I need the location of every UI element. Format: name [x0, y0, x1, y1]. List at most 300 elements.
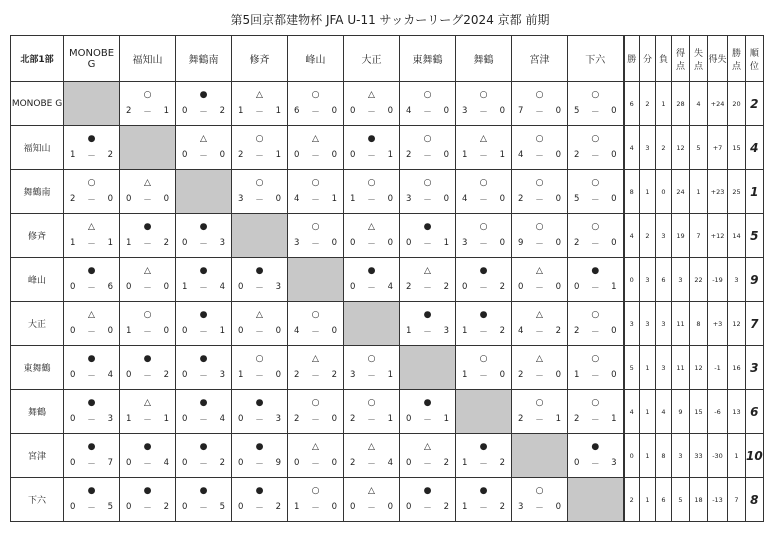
goals-against: 1 — [611, 282, 617, 292]
column-header-team: 舞鶴南 — [176, 36, 232, 82]
result-mark: ○ — [479, 354, 488, 364]
goals-for: 1 — [462, 150, 468, 160]
result-cell — [64, 346, 120, 390]
column-header-team: 峰山 — [288, 36, 344, 82]
score-dash: － — [311, 372, 320, 382]
goals-for: 3 — [518, 502, 524, 512]
column-header-stat: 分 — [640, 36, 656, 82]
result-mark: ○ — [591, 310, 600, 320]
score-dash: － — [367, 196, 376, 206]
result-cell — [400, 214, 456, 258]
result-cell — [64, 126, 120, 170]
goals-for: 0 — [70, 370, 76, 380]
goals-against: 0 — [611, 326, 617, 336]
stat-cell: 13 — [728, 390, 746, 434]
result-mark: ● — [143, 222, 152, 232]
stat-cell: 2 — [640, 214, 656, 258]
row-team-name: 宮津 — [11, 434, 64, 478]
goals-for: 0 — [238, 458, 244, 468]
stat-cell: 7 — [690, 214, 708, 258]
stat-cell: 3 — [640, 126, 656, 170]
score — [182, 502, 225, 514]
goals-for: 0 — [350, 106, 356, 116]
result-mark: △ — [144, 178, 151, 188]
stat-cell: 8 — [656, 434, 672, 478]
result-cell — [176, 390, 232, 434]
score-dash: － — [87, 416, 96, 426]
stat-cell: 14 — [728, 214, 746, 258]
result-cell — [120, 82, 176, 126]
goals-against: 0 — [499, 106, 505, 116]
result-mark: ● — [199, 90, 208, 100]
result-mark: ○ — [311, 486, 320, 496]
goals-against: 0 — [555, 502, 561, 512]
goals-for: 5 — [574, 194, 580, 204]
column-header-team: 福知山 — [120, 36, 176, 82]
result-mark: △ — [368, 442, 375, 452]
result-mark: ○ — [591, 222, 600, 232]
goals-against: 2 — [331, 370, 337, 380]
table-row — [11, 214, 764, 258]
result-cell — [568, 258, 624, 302]
result-cell — [512, 302, 568, 346]
score-dash: － — [590, 196, 600, 206]
rank-cell: 8 — [746, 478, 764, 522]
goals-for: 2 — [518, 414, 524, 424]
goals-against: 1 — [331, 194, 337, 204]
goals-against: 1 — [443, 414, 449, 424]
stat-cell: 15 — [728, 126, 746, 170]
result-mark: ● — [87, 486, 96, 496]
goals-against: 2 — [107, 150, 113, 160]
rank-cell: 10 — [746, 434, 764, 478]
result-cell — [288, 346, 344, 390]
score — [462, 282, 505, 294]
score — [238, 326, 281, 338]
goals-against: 5 — [107, 502, 113, 512]
score-dash: － — [311, 416, 320, 426]
goals-against: 1 — [163, 414, 169, 424]
rank-cell: 7 — [746, 302, 764, 346]
goals-for: 0 — [406, 238, 412, 248]
result-cell — [64, 302, 120, 346]
score-dash: － — [311, 108, 320, 118]
result-cell — [568, 82, 624, 126]
stat-cell: 4 — [624, 390, 640, 434]
score — [406, 150, 449, 162]
goals-for: 4 — [518, 326, 524, 336]
score-dash: － — [199, 152, 208, 162]
result-cell — [176, 302, 232, 346]
stat-cell: 5 — [624, 346, 640, 390]
goals-for: 2 — [350, 414, 356, 424]
stat-cell: 12 — [728, 302, 746, 346]
stat-cell: 12 — [690, 346, 708, 390]
goals-against: 4 — [107, 370, 113, 380]
rank-cell: 6 — [746, 390, 764, 434]
result-mark: ○ — [367, 178, 376, 188]
goals-for: 0 — [518, 282, 524, 292]
result-cell — [456, 346, 512, 390]
result-mark: ● — [479, 266, 488, 276]
result-cell — [120, 346, 176, 390]
score — [294, 106, 337, 118]
result-cell — [456, 258, 512, 302]
column-header-team: 宮津 — [512, 36, 568, 82]
rank-cell: 4 — [746, 126, 764, 170]
result-cell — [344, 434, 400, 478]
stat-cell: -13 — [708, 478, 728, 522]
result-cell — [512, 390, 568, 434]
table-row — [11, 478, 764, 522]
result-cell — [512, 170, 568, 214]
goals-against: 2 — [163, 502, 169, 512]
score — [574, 282, 617, 294]
goals-against: 2 — [499, 502, 505, 512]
stat-cell: 25 — [728, 170, 746, 214]
score-dash: － — [87, 152, 96, 162]
stat-cell: -1 — [708, 346, 728, 390]
rank-cell: 5 — [746, 214, 764, 258]
score — [70, 326, 113, 338]
score — [126, 282, 169, 294]
result-mark: ○ — [591, 398, 600, 408]
page-title: 第5回京都建物杯 JFA U-11 サッカーリーグ2024 京都 前期 — [230, 13, 550, 27]
result-mark: △ — [424, 266, 431, 276]
stat-cell: 15 — [690, 390, 708, 434]
score-dash: － — [479, 284, 488, 294]
goals-for: 9 — [518, 238, 524, 248]
column-header-stat: 順位 — [746, 36, 764, 82]
result-cell — [400, 302, 456, 346]
result-cell — [64, 434, 120, 478]
score-dash: － — [367, 460, 376, 470]
result-cell — [344, 478, 400, 522]
result-cell — [456, 214, 512, 258]
result-mark: ● — [479, 310, 488, 320]
result-mark: ● — [87, 354, 96, 364]
goals-against: 2 — [275, 502, 281, 512]
score-dash: － — [87, 240, 96, 250]
result-mark: △ — [424, 442, 431, 452]
score-dash: － — [479, 372, 488, 382]
stat-cell: 1 — [728, 434, 746, 478]
goals-against: 1 — [387, 150, 393, 160]
score — [294, 150, 337, 162]
goals-against: 0 — [387, 502, 393, 512]
result-cell — [232, 170, 288, 214]
result-mark: ○ — [535, 134, 544, 144]
score — [350, 238, 393, 250]
result-mark: ● — [255, 442, 264, 452]
score — [406, 326, 449, 338]
stat-cell: +12 — [708, 214, 728, 258]
result-mark: ● — [199, 354, 208, 364]
score-dash: － — [255, 284, 264, 294]
result-cell — [288, 126, 344, 170]
goals-against: 0 — [443, 150, 449, 160]
goals-for: 1 — [70, 238, 76, 248]
score — [574, 370, 617, 382]
score-dash: － — [199, 240, 208, 250]
column-header-stat: 負 — [656, 36, 672, 82]
column-header-team: 大正 — [344, 36, 400, 82]
goals-for: 2 — [70, 194, 76, 204]
score — [518, 326, 561, 338]
stat-cell: -6 — [708, 390, 728, 434]
self-match-cell — [400, 346, 456, 390]
result-cell — [176, 82, 232, 126]
goals-for: 1 — [406, 326, 412, 336]
stat-cell: 19 — [672, 214, 690, 258]
goals-for: 0 — [574, 282, 580, 292]
table-row — [11, 346, 764, 390]
result-mark: ● — [423, 310, 432, 320]
score — [574, 150, 617, 162]
stat-cell: 6 — [656, 258, 672, 302]
result-mark: ○ — [479, 90, 488, 100]
result-cell — [344, 390, 400, 434]
result-mark: ○ — [143, 310, 152, 320]
result-mark: ● — [591, 266, 600, 276]
column-header-stat: 得点 — [672, 36, 690, 82]
goals-for: 3 — [462, 238, 468, 248]
result-cell — [176, 214, 232, 258]
goals-for: 0 — [126, 458, 132, 468]
score-dash: － — [423, 152, 432, 162]
score-dash: － — [143, 284, 152, 294]
score-dash: － — [423, 240, 432, 250]
stat-cell: 20 — [728, 82, 746, 126]
goals-against: 0 — [107, 194, 113, 204]
score-dash: － — [423, 416, 432, 426]
goals-for: 2 — [574, 414, 580, 424]
score-dash: － — [87, 372, 96, 382]
stat-cell: 1 — [640, 346, 656, 390]
score-dash: － — [143, 504, 152, 514]
table-row — [11, 126, 764, 170]
score — [294, 370, 337, 382]
result-mark: ○ — [591, 90, 600, 100]
goals-for: 0 — [182, 502, 188, 512]
stat-cell: 8 — [690, 302, 708, 346]
goals-against: 0 — [331, 326, 337, 336]
stat-cell: 1 — [640, 390, 656, 434]
column-header-stat: 失点 — [690, 36, 708, 82]
goals-against: 2 — [163, 238, 169, 248]
score — [574, 458, 617, 470]
result-cell — [288, 390, 344, 434]
score — [462, 458, 505, 470]
goals-against: 0 — [611, 150, 617, 160]
stat-cell: 6 — [624, 82, 640, 126]
result-cell — [456, 126, 512, 170]
goals-for: 0 — [350, 238, 356, 248]
score — [70, 194, 113, 206]
result-cell — [176, 478, 232, 522]
score-dash: － — [479, 328, 488, 338]
goals-for: 0 — [294, 150, 300, 160]
score-dash: － — [590, 416, 600, 426]
column-header-team: 修斉 — [232, 36, 288, 82]
score-dash: － — [535, 416, 544, 426]
goals-for: 1 — [350, 194, 356, 204]
result-mark: ● — [199, 442, 208, 452]
goals-for: 1 — [126, 414, 132, 424]
score-dash: － — [143, 108, 152, 118]
stat-cell: 24 — [672, 170, 690, 214]
result-cell — [288, 478, 344, 522]
result-cell — [344, 214, 400, 258]
score — [518, 370, 561, 382]
stat-cell: -19 — [708, 258, 728, 302]
goals-for: 0 — [350, 150, 356, 160]
result-mark: ● — [199, 486, 208, 496]
result-cell — [232, 390, 288, 434]
goals-against: 3 — [443, 326, 449, 336]
rank-cell: 9 — [746, 258, 764, 302]
result-cell — [456, 170, 512, 214]
score — [238, 282, 281, 294]
goals-against: 0 — [275, 194, 281, 204]
result-cell — [344, 126, 400, 170]
score-dash: － — [311, 460, 320, 470]
goals-against: 2 — [499, 326, 505, 336]
stat-cell: 2 — [624, 478, 640, 522]
result-mark: △ — [368, 222, 375, 232]
goals-against: 0 — [499, 238, 505, 248]
score — [574, 194, 617, 206]
stat-cell: 7 — [728, 478, 746, 522]
stat-cell: 16 — [728, 346, 746, 390]
goals-against: 3 — [275, 282, 281, 292]
row-team-name: 東舞鶴 — [11, 346, 64, 390]
score-dash: － — [535, 240, 544, 250]
score-dash: － — [143, 240, 152, 250]
score — [126, 238, 169, 250]
self-match-cell — [64, 82, 120, 126]
result-mark: △ — [256, 310, 263, 320]
result-mark: △ — [368, 486, 375, 496]
score — [518, 238, 561, 250]
goals-against: 0 — [331, 150, 337, 160]
goals-against: 0 — [163, 194, 169, 204]
goals-for: 0 — [574, 458, 580, 468]
score — [350, 370, 393, 382]
result-mark: ● — [143, 486, 152, 496]
score — [462, 502, 505, 514]
goals-against: 0 — [219, 150, 225, 160]
self-match-cell — [176, 170, 232, 214]
score-dash: － — [311, 240, 320, 250]
stat-cell: +23 — [708, 170, 728, 214]
score-dash: － — [535, 284, 544, 294]
result-cell — [512, 346, 568, 390]
result-mark: △ — [256, 90, 263, 100]
score — [238, 414, 281, 426]
result-cell — [400, 170, 456, 214]
score-dash: － — [367, 284, 376, 294]
goals-for: 1 — [238, 106, 244, 116]
score — [462, 370, 505, 382]
goals-for: 0 — [70, 458, 76, 468]
goals-against: 2 — [443, 282, 449, 292]
result-cell — [512, 258, 568, 302]
score — [574, 238, 617, 250]
score — [182, 282, 225, 294]
goals-for: 3 — [238, 194, 244, 204]
score — [518, 414, 561, 426]
goals-for: 0 — [406, 458, 412, 468]
goals-against: 1 — [499, 150, 505, 160]
goals-for: 2 — [574, 150, 580, 160]
goals-for: 0 — [182, 326, 188, 336]
goals-against: 0 — [331, 458, 337, 468]
score — [350, 282, 393, 294]
goals-for: 6 — [294, 106, 300, 116]
goals-for: 2 — [518, 194, 524, 204]
result-cell — [456, 82, 512, 126]
goals-against: 0 — [499, 370, 505, 380]
result-cell — [288, 170, 344, 214]
result-mark: ● — [199, 398, 208, 408]
goals-against: 1 — [163, 106, 169, 116]
goals-for: 1 — [462, 458, 468, 468]
goals-against: 0 — [555, 370, 561, 380]
goals-against: 0 — [555, 194, 561, 204]
score-dash: － — [423, 504, 432, 514]
score — [70, 282, 113, 294]
column-header-stat: 勝 — [624, 36, 640, 82]
result-mark: △ — [536, 266, 543, 276]
stat-cell: 4 — [656, 390, 672, 434]
result-cell — [288, 214, 344, 258]
stat-cell: +7 — [708, 126, 728, 170]
column-header-stat: 勝点 — [728, 36, 746, 82]
score — [406, 502, 449, 514]
score — [126, 326, 169, 338]
score — [182, 414, 225, 426]
score — [294, 458, 337, 470]
score — [462, 194, 505, 206]
goals-for: 0 — [238, 326, 244, 336]
goals-for: 1 — [574, 370, 580, 380]
goals-against: 1 — [387, 414, 393, 424]
result-cell — [64, 258, 120, 302]
stat-cell: +3 — [708, 302, 728, 346]
table-row — [11, 170, 764, 214]
goals-for: 0 — [182, 106, 188, 116]
stat-cell: 1 — [640, 434, 656, 478]
goals-for: 1 — [462, 502, 468, 512]
result-mark: ○ — [367, 354, 376, 364]
goals-for: 3 — [406, 194, 412, 204]
score-dash: － — [367, 504, 376, 514]
score — [406, 282, 449, 294]
result-mark: ● — [87, 398, 96, 408]
goals-against: 0 — [163, 326, 169, 336]
goals-against: 1 — [443, 238, 449, 248]
score-dash: － — [87, 504, 96, 514]
self-match-cell — [512, 434, 568, 478]
score — [70, 458, 113, 470]
self-match-cell — [456, 390, 512, 434]
stat-cell: 4 — [624, 126, 640, 170]
score — [70, 414, 113, 426]
rank-cell: 2 — [746, 82, 764, 126]
goals-for: 0 — [182, 458, 188, 468]
goals-against: 7 — [107, 458, 113, 468]
